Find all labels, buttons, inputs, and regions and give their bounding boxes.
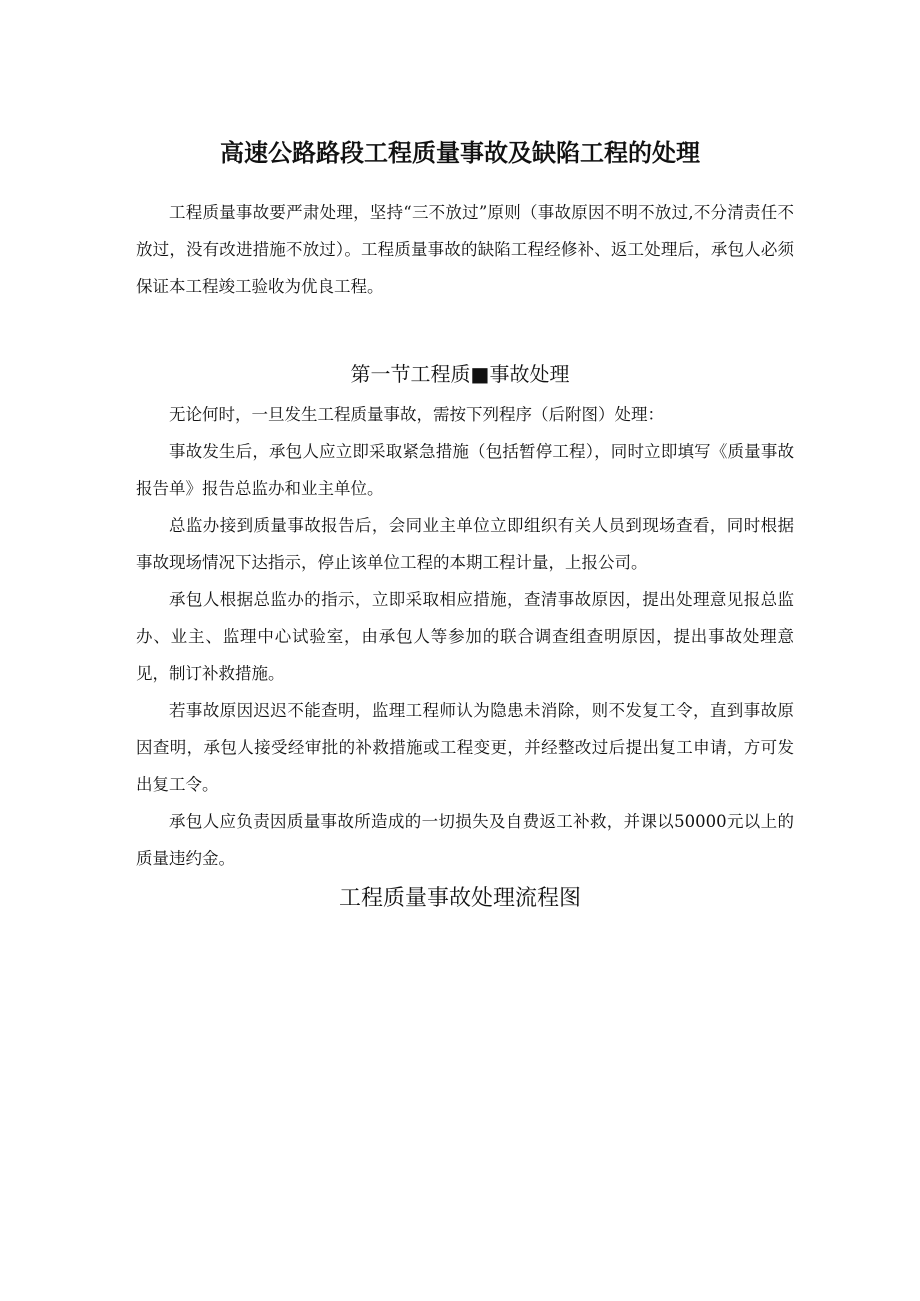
body-paragraph: 承包人根据总监办的指示，立即采取相应措施，查清事故原因，提出处理意见报总监办、业主、监理中心试验室，由承包人等参加的联合调查组查明原因，提出事故处理意见，制订补救措施。	[136, 590, 794, 683]
intro-section	[136, 194, 794, 305]
body-paragraph: 事故发生后，承包人应立即采取紧急措施（包括暂停工程），同时立即填写《质量事故报告单》报告总监办和业主单位。	[136, 442, 794, 498]
intro-paragraph: 工程质量事故要严肃处理，坚持“三不放过”原则（事故原因不明不放过,不分清责任不放过，没有改进措施不放过）。工程质量事故的缺陷工程经修补、返工处理后，承包人必须保证本工程竣工验收为优良工程。	[136, 203, 794, 296]
body-paragraph: 总监办接到质量事故报告后，会同业主单位立即组织有关人员到现场查看，同时根据事故现场情况下达指示，停止该单位工程的本期工程计量，上报公司。	[136, 516, 794, 572]
body-paragraph: 无论何时，一旦发生工程质量事故，需按下列程序（后附图）处理：	[169, 405, 664, 424]
body-paragraph: 承包人应负责因质量事故所造成的一切损失及自费返工补救，并课以50000元以上的质量违约金。	[136, 812, 794, 868]
flowchart-title: 工程质量事故处理流程图	[338, 886, 581, 911]
section-heading: 第一节工程质■事故处理	[350, 362, 570, 386]
document-title: 高速公路路段工程质量事故及缺陷工程的处理	[220, 139, 700, 167]
body-paragraph: 若事故原因迟迟不能查明，监理工程师认为隐患未消除，则不发复工令，直到事故原因查明，承包人接受经审批的补救措施或工程变更，并经整改过后提出复工申请，方可发出复工令。	[136, 701, 794, 794]
section-body	[136, 396, 794, 877]
